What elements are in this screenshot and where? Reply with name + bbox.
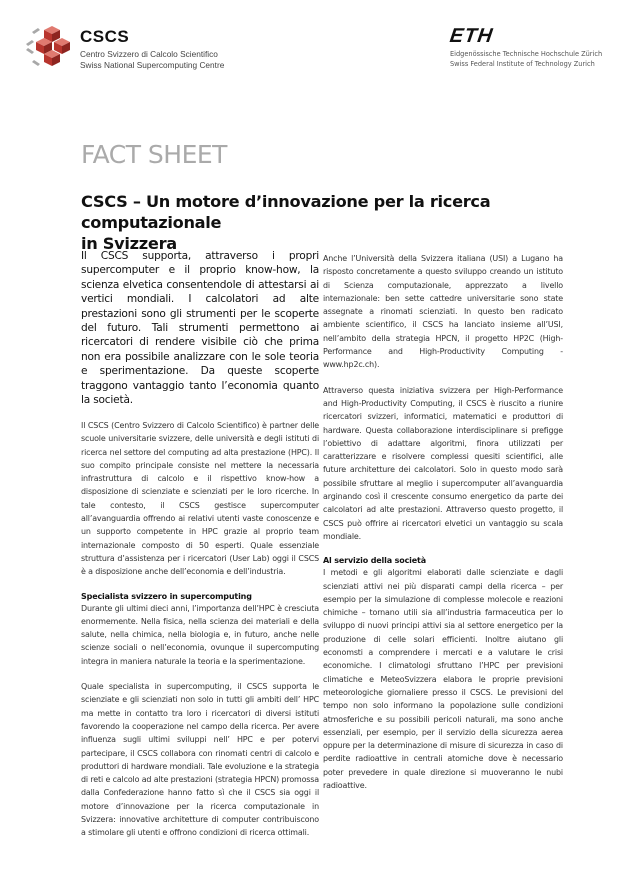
- left-paragraph-3: Quale specialista in supercomputing, il CSCS supporta le scienziate e gli scienziati non solo in tutti gli ambiti dell’ HPC ma mette in contatto tra loro i ricercatori di diversi istituti favorendo la cooperazione nel campo della ricerca. Per avere influenza sugli ultimi sviluppi nell’ HPC e per potervi partecipare, il CSCS collabora con rinomati centri di calcolo e produttori di hardware mondiali. Tale evoluzione e la strategia di reti e calcolo ad alte prestazioni (strategia HPCN) promossa dalla Confederazione hanno fatto sì che il CSCS sia oggi il motore d’innovazione per la ricerca computazionale in Svizzera: innovative architetture di computer contribuiscono a stimolare gli utenti e offrono condizioni di ricerca ottimali.: [81, 682, 319, 838]
- right-paragraph-1: Anche l’Università della Svizzera italiana (USI) a Lugano ha risposto concretamente a questo sviluppo creando un istituto di Scienza computazionale, apprezzato a livello internazionale: ben sette cattedre universitarie sono state assegnate a rinomati scienziati. In questo ben radicato ambiente scientifico, il CSCS ha lanciato insieme all’USI, nell’ambito della strategia HPCN, il progetto HP2C (High-Performance and High-Productivity Computing - www.hp2c.ch).: [323, 254, 563, 370]
- right-paragraph-3: I metodi e gli algoritmi elaborati dalle scienziate e dagli scienziati attivi nei più disparati campi della ricerca – per esempio per la simulazione di complesse molecole e reazioni chimiche – tornano utili sia all’industria farmaceutica per lo sviluppo di nuovi principi attivi sia al settore energetico per la produzione di celle solari efficienti. Inoltre aiutano gli economsti a comprendere i mercati e a valutare le crisi economiche. I climatologi sfruttano l’HPC per previsioni climatiche e MeteoSvizzera elabora le proprie previsioni meteorologiche giornaliere presso il CSCS. Le previsioni del tempo non solo informano la popolazione sulle condizioni atmosferiche e su possibili pericoli naturali, ma sono anche essenziali, per esempio, per il servizio della sicurezza aerea oppure per la determinazione di misure di sicurezza in caso di perdite radioattive in centrali atomiche dove è necessario poter prevedere in quale direzione si muoveranno le nubi radioattive.: [323, 568, 563, 790]
- headline-line-2: in Svizzera: [81, 234, 177, 253]
- headline-line-1: CSCS – Un motore d’innovazione per la ricerca computazionale: [81, 192, 491, 232]
- cscs-logo: [22, 24, 225, 70]
- eth-logo: [450, 26, 602, 69]
- eth-logo-subtitle-en: Swiss Federal Institute of Technology Zurich: [450, 60, 595, 68]
- left-paragraph-1: Il CSCS (Centro Svizzero di Calcolo Scientifico) è partner delle scuole universitarie svizzere, delle università e degli istituti di ricerca nel settore del computing ad alta prestazione (HPC). Il suo compito principale consiste nel mettere la necessaria infrastruttura di calcolo e il rispettivo know-how a disposizione di scienziate e scienziati per le loro ricerche. In tale contesto, il CSCS gestisce supercomputer all’avanguardia offrendo ai relativi utenti vaste conoscenze e un supporto competente in HPC grazie al proprio team internazionale composto di 50 esperti. Quale essenziale struttura d’assistenza per i ricercatori (User Lab) oggi il CSCS è a disposizione anche dell’economia e dell’industria.: [81, 421, 319, 577]
- right-paragraph-2: Attraverso questa iniziativa svizzera per High-Performance and High-Productivity Computing, il CSCS è riuscito a riunire ricercatori svizzeri, informatici, matematici e produttori di hardware. Questa collaborazione interdisciplinare si prefigge l’obiettivo di adattare algoritmi, finora utilizzati per caratterizzare e risolvere complessi quesiti scientifici, alle future architetture dei calcolatori. Solo in questo modo sarà possibile sfruttare al meglio i supercomputer all’avanguardia arginando così il crescente consumo energetico da parte dei calcolatori ad alte prestazioni. Attraverso questo progetto, il CSCS può offrire ai ricercatori elvetici un vantaggio su scala mondiale.: [323, 385, 563, 541]
- lead-paragraph: Il CSCS supporta, attraverso i propri supercomputer e il proprio know-how, la scienza elvetica consentendole di attestarsi ai vertici mondiali. I calcolatori ad alte prestazioni sono gli strumenti per le scoperte del futuro. Tali strumenti permettono ai ricercatori di rendere visibile ciò che prima non era possibile analizzare con le sole teoria e sperimentazione. Da queste scoperte traggono vantaggio tanto l’economia quanto la società.: [81, 250, 319, 407]
- left-paragraph-2: Durante gli ultimi dieci anni, l’importanza dell’HPC è cresciuta enormemente. Nella fisica, nella scienza dei materiali e della salute, nella chimica, nella biologia e, in futuro, anche nelle scienze sociali o nell’economia, ovunque il supercomputing integra in maniera naturale la teoria e la sperimentazione.: [81, 603, 319, 666]
- right-column: [323, 252, 563, 792]
- eth-logo-subtitle-de: Eidgenössische Technische Hochschule Zürich: [450, 50, 603, 58]
- cscs-logo-subtitle-en: Swiss National Supercomputing Centre: [80, 60, 225, 70]
- right-heading-societa: Al servizio della società: [323, 556, 426, 566]
- document-type-title: FACT SHEET: [81, 140, 227, 169]
- headline: [81, 191, 581, 254]
- cscs-logo-name: CSCS: [80, 27, 130, 46]
- cscs-logo-subtitle-it: Centro Svizzero di Calcolo Scientifico: [80, 49, 218, 59]
- left-heading-specialista: Specialista svizzero in supercomputing: [81, 591, 252, 601]
- eth-logo-name: ETH: [448, 25, 495, 47]
- cscs-cubes-icon: [22, 26, 77, 70]
- left-column: [81, 419, 319, 840]
